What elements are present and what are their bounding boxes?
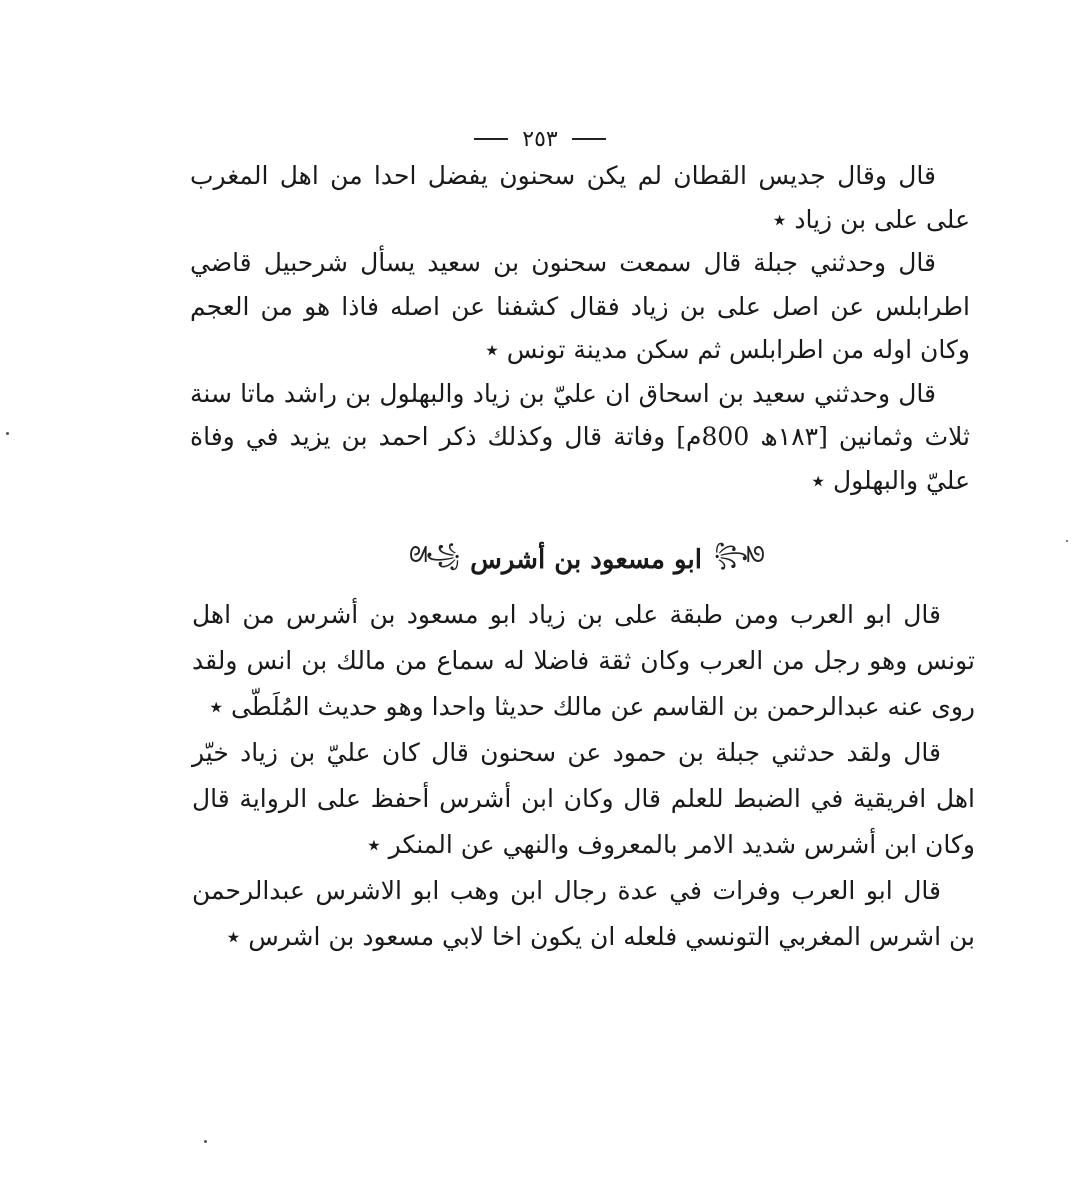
- page-header: [440, 122, 640, 156]
- section-heading: [376, 538, 796, 582]
- scan-speck: [1066, 540, 1068, 542]
- scan-speck: [6, 432, 9, 435]
- paragraph: قال وحدثني سعيد بن اسحاق ان عليّ بن زياد والبهلول بن راشد ماتا سنة ثلاث وثمانين [١٨٣ھ 800م] وفاتة قال وكذلك ذكر احمد بن يزيد في وفاة عليّ والبهلول ٭: [190, 378, 970, 495]
- section-ali-ibn-ziyad: [190, 154, 970, 502]
- header-dash-right: [572, 138, 606, 140]
- ornament-right-icon: ꧂ᘚ: [713, 542, 764, 568]
- scan-speck: [204, 1140, 207, 1143]
- ornament-left-icon: ᘛ꧁: [408, 542, 459, 568]
- header-dash-left: [474, 138, 508, 140]
- heading-title: ابو مسعود بن أشرس: [470, 545, 702, 575]
- page-number: ٢٥٣: [522, 126, 558, 152]
- paragraph: قال ولقد حدثني جبلة بن حمود عن سحنون قال كان عليّ بن زياد خيّر اهل افريقية في الضبط للعلم قال وكان ابن أشرس أحفظ على الرواية قال وكان ابن أشرس شديد الامر بالمعروف والنهي عن المنكر ٭: [192, 738, 975, 859]
- paragraph: قال ابو العرب ومن طبقة على بن زياد ابو مسعود بن أشرس من اهل تونس وهو رجل من العرب وكان ثقة فاضلا له سماع من مالك بن انس ولقد روى عنه عبدالرحمن بن القاسم عن مالك حديثا واحدا وهو حديث المُلَطّى ٭: [192, 600, 975, 721]
- paragraph: قال ابو العرب وفرات في عدة رجال ابن وهب ابو الاشرس عبدالرحمن بن اشرس المغربي التونسي فلعله ان يكون اخا لابي مسعود بن اشرس ٭: [192, 876, 975, 951]
- section-abu-masud: [192, 592, 975, 960]
- paragraph: قال وقال جديس القطان لم يكن سحنون يفضل احدا من اهل المغرب على على بن زياد ٭: [190, 161, 970, 234]
- paragraph: قال وحدثني جبلة قال سمعت سحنون بن سعيد يسأل شرحبيل قاضي اطرابلس عن اصل على بن زياد فقال كشفنا عن اصله فاذا هو من العجم وكان اوله من اطرابلس ثم سكن مدينة تونس ٭: [190, 248, 970, 364]
